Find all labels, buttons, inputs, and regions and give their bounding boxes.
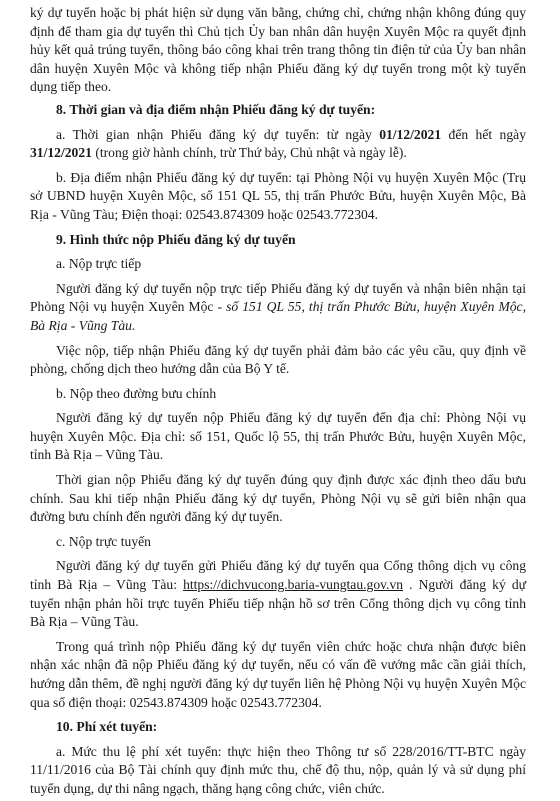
- section-9b-paragraph-2: Thời gian nộp Phiếu đăng ký dự tuyển đúng quy định được xác định theo dấu bưu chính. Sau khi tiếp nhận Phiếu đăng ký dự tuyển, Phòng Nội vụ sẽ gửi biên nhận qua đường bưu chính đến người đăng ký dự tuyển.: [30, 472, 526, 525]
- intro-paragraph: ký dự tuyển hoặc bị phát hiện sử dụng văn bằng, chứng chỉ, chứng nhận không đúng quy định để tham gia dự tuyển thì Chủ tịch Ủy ban nhân dân huyện Xuyên Mộc ra quyết định hủy kết quả trúng tuyển, thông báo công khai trên trang thông tin điện tử của Ủy ban nhân dân huyện Xuyên Mộc và không tiếp nhận Phiếu đăng ký dự tuyển trong một kỳ tuyển dụng tiếp theo.: [30, 5, 526, 95]
- section-9a-paragraph-2: Việc nộp, tiếp nhận Phiếu đăng ký dự tuyển phải đảm bảo các yêu cầu, quy định về phòng, chống dịch theo hướng dẫn của Bộ Y tế.: [30, 342, 526, 377]
- section-8a-prefix: a. Thời gian nhận Phiếu đăng ký dự tuyển: từ ngày: [56, 126, 380, 142]
- section-8a-suffix: (trong giờ hành chính, trừ Thứ bảy, Chủ nhật và ngày lễ).: [91, 145, 407, 161]
- public-service-portal-link[interactable]: https://dichvucong.baria-vungtau.gov.vn: [183, 577, 404, 593]
- section-9a-title: a. Nộp trực tiếp: [56, 256, 142, 272]
- section-9c-title: c. Nộp trực tuyến: [56, 533, 151, 549]
- section-9b-paragraph-1: Người đăng ký dự tuyển nộp Phiếu đăng ký dự tuyển đến địa chỉ: Phòng Nội vụ huyện Xuyên Mộc. Địa chỉ: số 151, Quốc lộ 55, thị trấn Phước Bửu, huyện Xuyên Mộc, tỉnh Bà Rịa – Vũng Tàu.: [30, 410, 526, 463]
- section-9c-p1-prefix: Người đăng ký dự tuyển gửi Phiếu đăng ký dự tuyển qua Cổng thông dịch vụ công tỉnh Bà Rịa – Vũng Tàu:: [30, 558, 526, 593]
- section-8a-start-date: 01/12/2021: [379, 126, 442, 142]
- section-10-heading: 10. Phí xét tuyển:: [56, 719, 158, 735]
- section-9a-p1-prefix: Người đăng ký dự tuyển nộp trực tiếp Phiếu đăng ký dự tuyển và nhận biên nhận tại Phòng Nội vụ huyện Xuyên Mộc -: [30, 280, 526, 315]
- section-9c-paragraph-2: Trong quá trình nộp Phiếu đăng ký dự tuyển viên chức hoặc chưa nhận được biên nhận xác nhận đã nộp Phiếu đăng ký dự tuyển, nếu có vấn đề vướng mắc cần giải thích, hướng dẫn thêm, đề nghị người đăng ký dự tuyển liên hệ Phòng Nội vụ huyện Xuyên Mộc qua số điện thoại: 02543.874309 hoặc 02543.772304.: [30, 638, 526, 710]
- section-8-heading: 8. Thời gian và địa điểm nhận Phiếu đăng ký dự tuyển:: [56, 101, 376, 117]
- section-8a-mid: đến hết ngày: [441, 126, 526, 142]
- section-10a-paragraph: a. Mức thu lệ phí xét tuyển: thực hiện theo Thông tư số 228/2016/TT-BTC ngày 11/11/2016 của Bộ Tài chính quy định mức thu, chế độ thu, nộp, quản lý và sử dụng phí tuyển dụng, dự thi nâng ngạch, thăng hạng công chức, viên chức.: [30, 743, 526, 796]
- section-8a-end-date: 31/12/2021: [30, 145, 92, 161]
- section-9b-title: b. Nộp theo đường bưu chính: [56, 385, 217, 401]
- section-9c-paragraph-1: [30, 557, 526, 631]
- section-8a-paragraph: [30, 126, 526, 163]
- section-9a-paragraph-1: [30, 280, 526, 336]
- section-9c-p1-suffix: . Người đăng ký dự tuyển nhận phản hồi trực tuyến Phiếu tiếp nhận hồ sơ trên Cổng thông dịch vụ công tỉnh Bà Rịa – Vũng Tàu.: [30, 577, 526, 630]
- section-8b-paragraph: b. Địa điểm nhận Phiếu đăng ký dự tuyển: tại Phòng Nội vụ huyện Xuyên Mộc (Trụ sở UBND huyện Xuyên Mộc, số 151 QL 55, thị trấn Phước Bửu, huyện Xuyên Mộc, Bà Rịa - Vũng Tàu; Điện thoại: 02543.874309 hoặc 02543.772304.: [30, 169, 526, 222]
- section-9-heading: 9. Hình thức nộp Phiếu đăng ký dự tuyển: [56, 231, 296, 247]
- section-9a-p1-address: số 151 QL 55, thị trấn Phước Bửu, huyện Xuyên Mộc, Bà Rịa - Vũng Tàu.: [30, 299, 526, 333]
